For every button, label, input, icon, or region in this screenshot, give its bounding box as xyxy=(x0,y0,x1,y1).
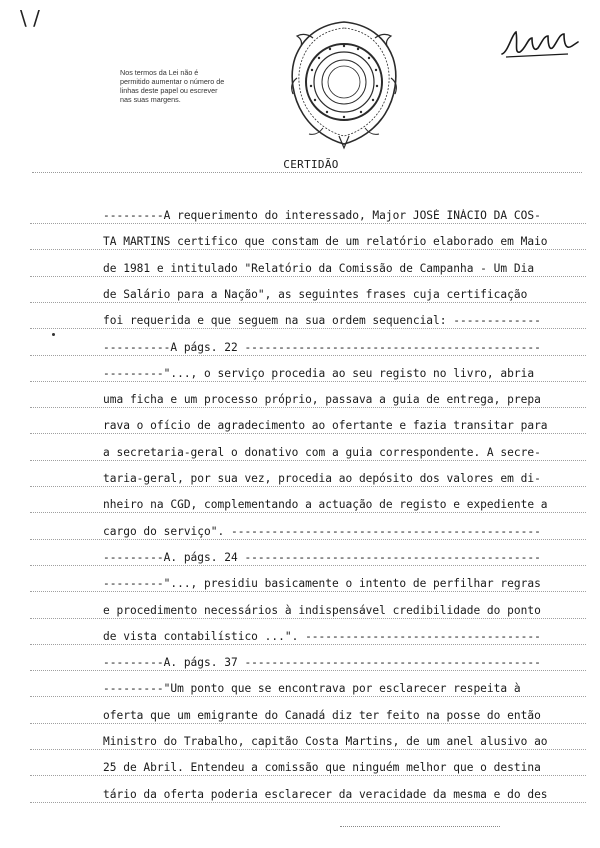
line-rule xyxy=(30,355,586,356)
text-line: ----------A págs. 22 -------------------------------------------- xyxy=(103,341,541,354)
line-rule xyxy=(30,512,586,513)
line-rule xyxy=(30,749,586,750)
line-rule xyxy=(30,775,586,776)
text-line: cargo do serviço". ---------------------------------------------- xyxy=(103,525,541,538)
line-rule xyxy=(30,723,586,724)
line-rule xyxy=(30,328,586,329)
line-rule xyxy=(30,802,586,803)
corner-mark: \ / xyxy=(20,6,40,30)
line-rule xyxy=(30,302,586,303)
text-line: ---------A. págs. 37 -------------------------------------------- xyxy=(103,656,541,669)
text-line: taria-geral, por sua vez, procedia ao depósito dos valores em di- xyxy=(103,472,541,485)
text-line: de vista contabilístico ...". ----------------------------------- xyxy=(103,630,541,643)
text-line: ---------"Um ponto que se encontrava por esclarecer respeita à xyxy=(103,682,521,695)
text-line: de 1981 e intitulado "Relatório da Comissão de Campanha - Um Dia xyxy=(103,262,535,275)
line-rule xyxy=(30,618,586,619)
text-line: foi requerida e que seguem na sua ordem sequencial: ------------- xyxy=(103,314,541,327)
line-rule xyxy=(30,565,586,566)
text-line: e procedimento necessários à indispensável credibilidade do ponto xyxy=(103,604,541,617)
stray-mark xyxy=(52,333,55,336)
text-line: de Salário para a Nação", as seguintes frases cuja certificação xyxy=(103,288,528,301)
text-line: 25 de Abril. Entendeu a comissão que ninguém melhor que o destina xyxy=(103,761,541,774)
line-rule xyxy=(30,670,586,671)
line-rule xyxy=(30,276,586,277)
handwritten-signature xyxy=(498,24,580,64)
text-line: oferta que um emigrante do Canadá diz ter feito na posse do então xyxy=(103,709,541,722)
text-line: ---------"..., o serviço procedia ao seu registo no livro, abria xyxy=(103,367,535,380)
text-line: tário da oferta poderia esclarecer da veracidade da mesma e do des xyxy=(103,788,548,801)
line-rule xyxy=(30,249,586,250)
line-rule xyxy=(30,644,586,645)
text-line: Ministro do Trabalho, capitão Costa Martins, de um anel alusivo ao xyxy=(103,735,548,748)
text-line: a secretaria-geral o donativo com a guia correspondente. A secre- xyxy=(103,446,541,459)
text-line: uma ficha e um processo próprio, passava a guia de entrega, prepa xyxy=(103,393,541,406)
text-line: ---------A requerimento do interessado, Major JOSÉ INÁCIO DA COS- xyxy=(103,209,541,222)
footer-rule xyxy=(340,826,500,827)
text-line: TA MARTINS certifico que constam de um relatório elaborado em Maio xyxy=(103,235,548,248)
official-seal-emblem xyxy=(283,18,405,150)
line-rule xyxy=(30,381,586,382)
title-rule xyxy=(32,172,582,173)
line-rule xyxy=(30,223,586,224)
margin-notice: Nos termos da Lei não é permitido aumentar o número de linhas deste papel ou escrever nas suas margens. xyxy=(120,68,225,104)
text-line: ---------A. págs. 24 -------------------------------------------- xyxy=(103,551,541,564)
line-rule xyxy=(30,407,586,408)
line-rule xyxy=(30,433,586,434)
text-line: nheiro na CGD, complementando a actuação de registo e expediente a xyxy=(103,498,548,511)
line-rule xyxy=(30,539,586,540)
document-title: CERTIDÃO xyxy=(283,158,339,171)
text-line: rava o ofício de agradecimento ao ofertante e fazia transitar para xyxy=(103,419,548,432)
line-rule xyxy=(30,486,586,487)
line-rule xyxy=(30,696,586,697)
text-line: ---------"..., presidiu basicamente o intento de perfilhar regras xyxy=(103,577,541,590)
line-rule xyxy=(30,460,586,461)
line-rule xyxy=(30,591,586,592)
